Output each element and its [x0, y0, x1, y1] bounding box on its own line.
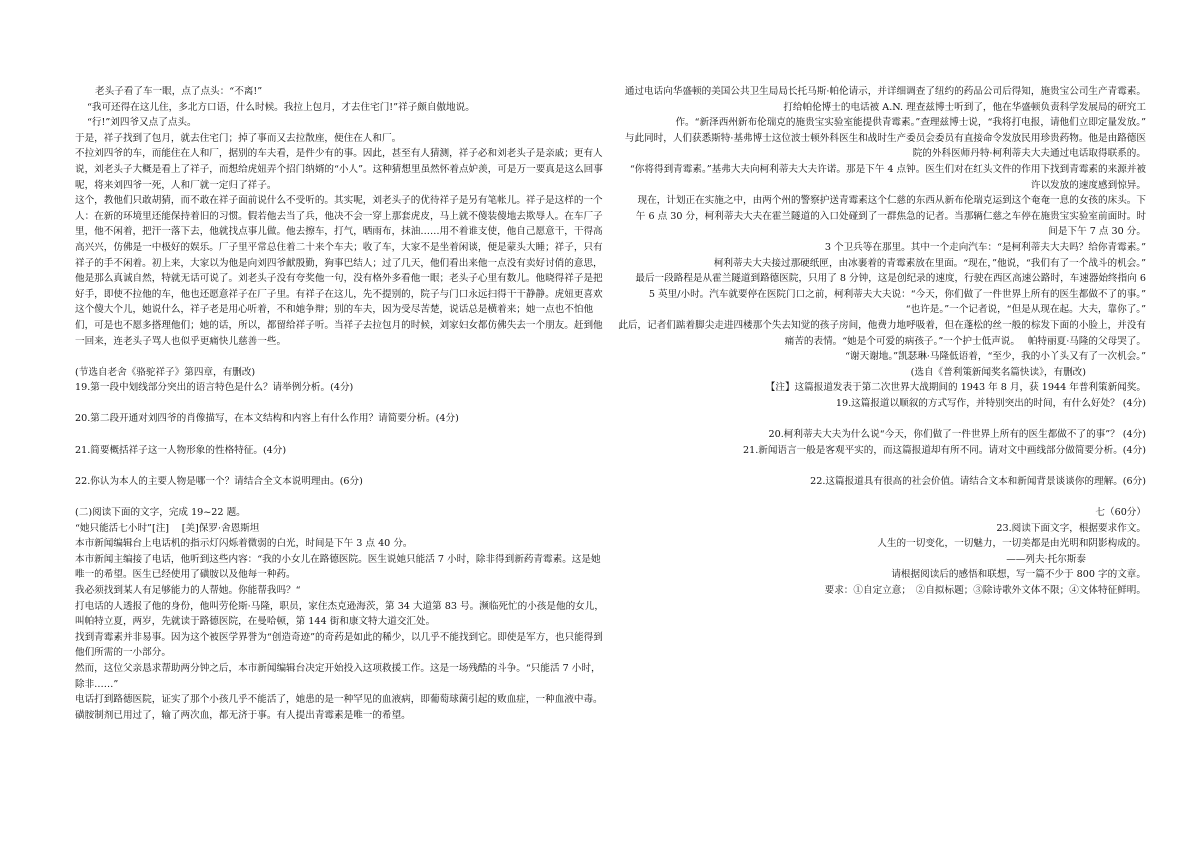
right-paragraph: “谢天谢地。”凯瑟琳·马隆低语着，“至少，我的小丫头又有了一次机会。” — [845, 351, 1146, 363]
left-paragraph: “我可还得在这儿住，多北方口语，什么时候。我拉上包月，才去住宅门!”祥子颇自傲地说。 — [87, 101, 475, 113]
left-paragraph: “行!”刘四爷又点了点头。 — [87, 117, 197, 129]
left-paragraph — [75, 349, 605, 365]
left-paragraph: 打电话的人透报了他的身份，他叫劳伦斯·马隆，职员，家住杰克逊海茨，第 34 大道第 83 号。濒临死忙的小孩是他的女儿，叫帕特立夏，两岁，先就读于路德医院，在曼哈顿，第 144 街和康文特大道交汇处。 — [75, 600, 604, 628]
right-paragraph: 最后一段路程是从霍兰隧道到路德医院，只用了 8 分钟，这是创纪录的速度，行驶在西区高速公路时，车速器始终指向 65 英里/小时。汽车就要停在医院门口之前，柯利蒂夫大夫说：“今天，你们做了一件世界上所有的医生都做不了的事。” — [635, 273, 1146, 300]
left-paragraph: 22.你认为本人的主要人物是哪一个？请结合全文本说明理由。(6分) — [75, 475, 363, 487]
right-paragraph: 20.柯利蒂夫大夫为什么说“今天，你们做了一件世界上所有的医生都做不了的事”？ (4分) — [768, 429, 1146, 441]
right-paragraph: ——列夫·托尔斯泰 — [1006, 553, 1086, 565]
right-paragraph: 请根据阅读后的感悟和联想，写一篇不少于 800 字的文章。 — [891, 569, 1146, 581]
left-paragraph — [75, 489, 605, 505]
left-paragraph: 19.第一段中划线部分突出的语言特色是什么？请举例分析。(4分) — [75, 382, 354, 394]
right-paragraph: 3 个卫兵等在那里。其中一个走向汽车：“是柯利蒂夫大夫吗？给你青霉素。” — [824, 241, 1146, 253]
right-column — [612, 84, 1146, 599]
left-paragraph: (二)阅读下面的文字，完成 19~22 题。 — [75, 507, 246, 519]
left-paragraph — [75, 458, 605, 474]
right-paragraph: 现在，计划正在实施之中，由两个州的警察护送青霉素这个仁慈的东西从新布伦瑞克运到这个奄奄一息的女孩的床头。下午 6 点 30 分，柯利蒂夫大夫在霍兰隧道的入口处碰到了一群焦急的记者。当那辆仁慈之车停在施贵宝实验室前面时。时间是下午 7 点 30 分。 — [635, 195, 1146, 238]
right-paragraph: 【注】这篇报道发表于第二次世界大战期间的 1943 年 8 月，获 1944 年普利策新闻奖。 — [765, 382, 1146, 394]
right-paragraph — [612, 489, 1146, 505]
right-paragraph: 人生的一切变化，一切魅力，一切美都是由光明和阴影构成的。 — [877, 538, 1146, 550]
right-paragraph — [612, 458, 1146, 474]
left-paragraph: 电话打到路德医院，证实了那个小孩几乎不能活了，她患的是一种罕见的血液病，即葡萄球菌引起的败血症，一种血液中毒。磺胺制剂已用过了，输了两次血，都无济于事。有人提出青霉素是唯一的希望。 — [75, 694, 603, 721]
left-paragraph: (节选自老舍《骆驼祥子》第四章，有删改) — [75, 366, 256, 378]
left-paragraph: 我必须找到某人有足够能力的人帮她。你能帮我吗？“ — [75, 585, 301, 596]
right-paragraph: 要求：①自定立意； ②自拟标题；③除诗歌外文体不限；④文体特征鲜明。 — [824, 585, 1146, 596]
right-paragraph: 21.新闻语言一般是客观平实的，而这篇报道却有所不同。请对文中画线部分做简要分析。(4分) — [742, 444, 1146, 456]
right-paragraph: 此后，记者们踮着脚尖走进四楼那个失去知觉的孩子房间，他费力地呼吸着，但在蓬松的丝一般的棕发下面的小脸上，并没有痛苦的表情。“她是个可爱的病孩子。”一个护士低声说。 帕特丽夏·马隆的父母哭了。 — [618, 319, 1146, 347]
right-paragraph: 打给帕伦博士的电话被 A.N. 理查兹博士听到了，他在华盛顿负责科学发展局的研究工 — [783, 101, 1146, 113]
left-paragraph: 老头子看了车一眼，点了点头：“不离!” — [95, 86, 263, 97]
left-paragraph: 本市新闻主编接了电话，他听到这些内容：“我的小女儿在路德医院。医生说她只能活 7 小时，除非得到新药青霉素。这是她唯一的希望。医生已经使用了磺胺以及他每一种药。 — [75, 553, 601, 581]
right-paragraph: 七（60分） — [1095, 507, 1146, 519]
left-paragraph: 于是，祥子找到了包月，就去住宅门；掉了事而又去拉散座，便住在人和厂。 — [75, 132, 402, 144]
left-paragraph: 然而，这位父亲恳求帮助两分钟之后，本市新闻编辑台决定开始投入这项救援工作。这是一场残酷的斗争。“只能活 7 小时，除非……” — [75, 662, 601, 690]
left-paragraph: 本市新闻编辑台上电话机的指示灯闪烁着微弱的白光，时间是下午 3 点 40 分。 — [75, 538, 413, 550]
left-paragraph: 找到青霉素并非易事。因为这个被医学界誉为“创造奇迹”的奇药是如此的稀少，以几乎不能找到它。即使是军方，也只能得到他们所需的一小部分。 — [75, 631, 603, 659]
right-paragraph: 柯利蒂夫大夫接过那硬纸匣，由冰裹着的青霉素放在里面。“现在，”他说，“我们有了一个战斗的机会。” — [713, 257, 1146, 269]
right-paragraph: 22.这篇报道具有很高的社会价值。请结合文本和新闻背景谈谈你的理解。(6分) — [810, 475, 1146, 487]
left-column — [75, 84, 605, 723]
right-paragraph — [612, 411, 1146, 427]
left-paragraph: 不拉刘四爷的车，而能住在人和厂，据别的车夫看，是件少有的事。因此，甚至有人猜测，祥子必和刘老头子是亲戚；更有人说，刘老头子大概是看上了祥子，而想给虎妞弄个招门纳婿的“小人”。这种猜想里虽然怀着点妒羡，可是万一要真是这么回事呢，将来刘四爷一死，人和厂就一定归了祥子。 — [75, 148, 603, 191]
left-paragraph: 20.第二段开通对刘四爷的肖像描写，在本文结构和内容上有什么作用？请简要分析。(4分) — [75, 413, 459, 425]
left-paragraph — [75, 396, 605, 412]
right-paragraph: (选自《普利策新闻奖名篇快读》，有删改) — [910, 366, 1086, 378]
right-paragraph: 通过电话向华盛顿的美国公共卫生局局长托马斯·帕伦请示，并详细调查了纽约的药品公司后得知，施贵宝公司生产青霉素。 — [624, 86, 1146, 97]
right-paragraph: 23.阅读下面文字，根据要求作文。 — [996, 522, 1146, 534]
left-paragraph: “她只能活七小时”[注] [美]保罗·舍恩斯坦 — [75, 522, 260, 534]
left-paragraph: 21.简要概括祥子这一人物形象的性格特征。(4分) — [75, 444, 287, 456]
right-paragraph: 19.这篇报道以顺叙的方式写作，并特别突出的时间，有什么好处？ (4分) — [835, 397, 1146, 409]
right-paragraph: “也许是。”一个记者说，“但是从现在起。大夫，靠你了。” — [905, 304, 1146, 316]
right-paragraph: 作。“新泽西州新布伦瑞克的施贵宝实验室能提供青霉素。”查理兹博士说，“我将打电报，请他们立即定量发放。” — [675, 117, 1146, 129]
left-paragraph — [75, 427, 605, 443]
right-paragraph: “你将得到青霉素。”基弗大夫向柯利蒂夫大夫许诺。那是下午 4 点钟。医生们对在红头文件的作用下找到青霉素的来源并被许以发放的速度感到惊异。 — [629, 163, 1146, 191]
right-paragraph: 与此同时，人们获悉斯特·基弗博士这位波士顿外科医生和战时生产委员会委员有直接命令发放民用珍贵药物。他是由路德医院的外科医师丹特·柯利蒂夫大夫通过电话取得联系的。 — [624, 132, 1146, 160]
left-paragraph: 这个，教他们只敢胡猜，而不敢在祥子面前说什么不受听的。其实呢，刘老头子的优待祥子是另有笔帐儿。祥子是这样的一个人：在新的环境里还能保持着旧的习惯。假若他去当了兵，他决不会一穿上那套虎皮，马上就不傻装傻地去欺辱人。在车厂子里，他不闲着，把汗一落下去，他就找点事儿做。他去擦车，打气，晒雨布，抹油……用不着谁支使，他自己愿意干，干得高高兴兴，仿佛是一中极好的娱乐。厂子里平常总住着二十来个车夫；收了车，大家不是坐着闲谈，便是蒙头大睡；祥子，只有祥子的手不闲着。初上来，大家以为他是向刘四爷献殷勤，狗事巴结人；过了几天，他们看出来他一点没有卖好讨俏的意思，他是那么真诚自然，特就无话可说了。刘老头子没有夸奖他一句，没有格外多看他一眼；老头子心里有数儿。他晓得祥子是把好手，即使不拉他的车，他也还愿意祥子在厂子里。有祥子在这儿，先不提别的，院子与门口永远扫得干干静静。虎妞更喜欢这个傻大个儿，她说什么，祥子老是用心听着，不和她争辩；别的车夫，因为受尽苦楚，说话总是横着来；她一点也不怕他们，可是也不愿多搭理他们；她的话，所以，都留给祥子听。当祥子去拉包月的时候，刘家妇女都仿佛失去一个朋友。赶到他一回来，连老头子骂人也似乎更痛快儿慈善一些。 — [75, 195, 603, 347]
